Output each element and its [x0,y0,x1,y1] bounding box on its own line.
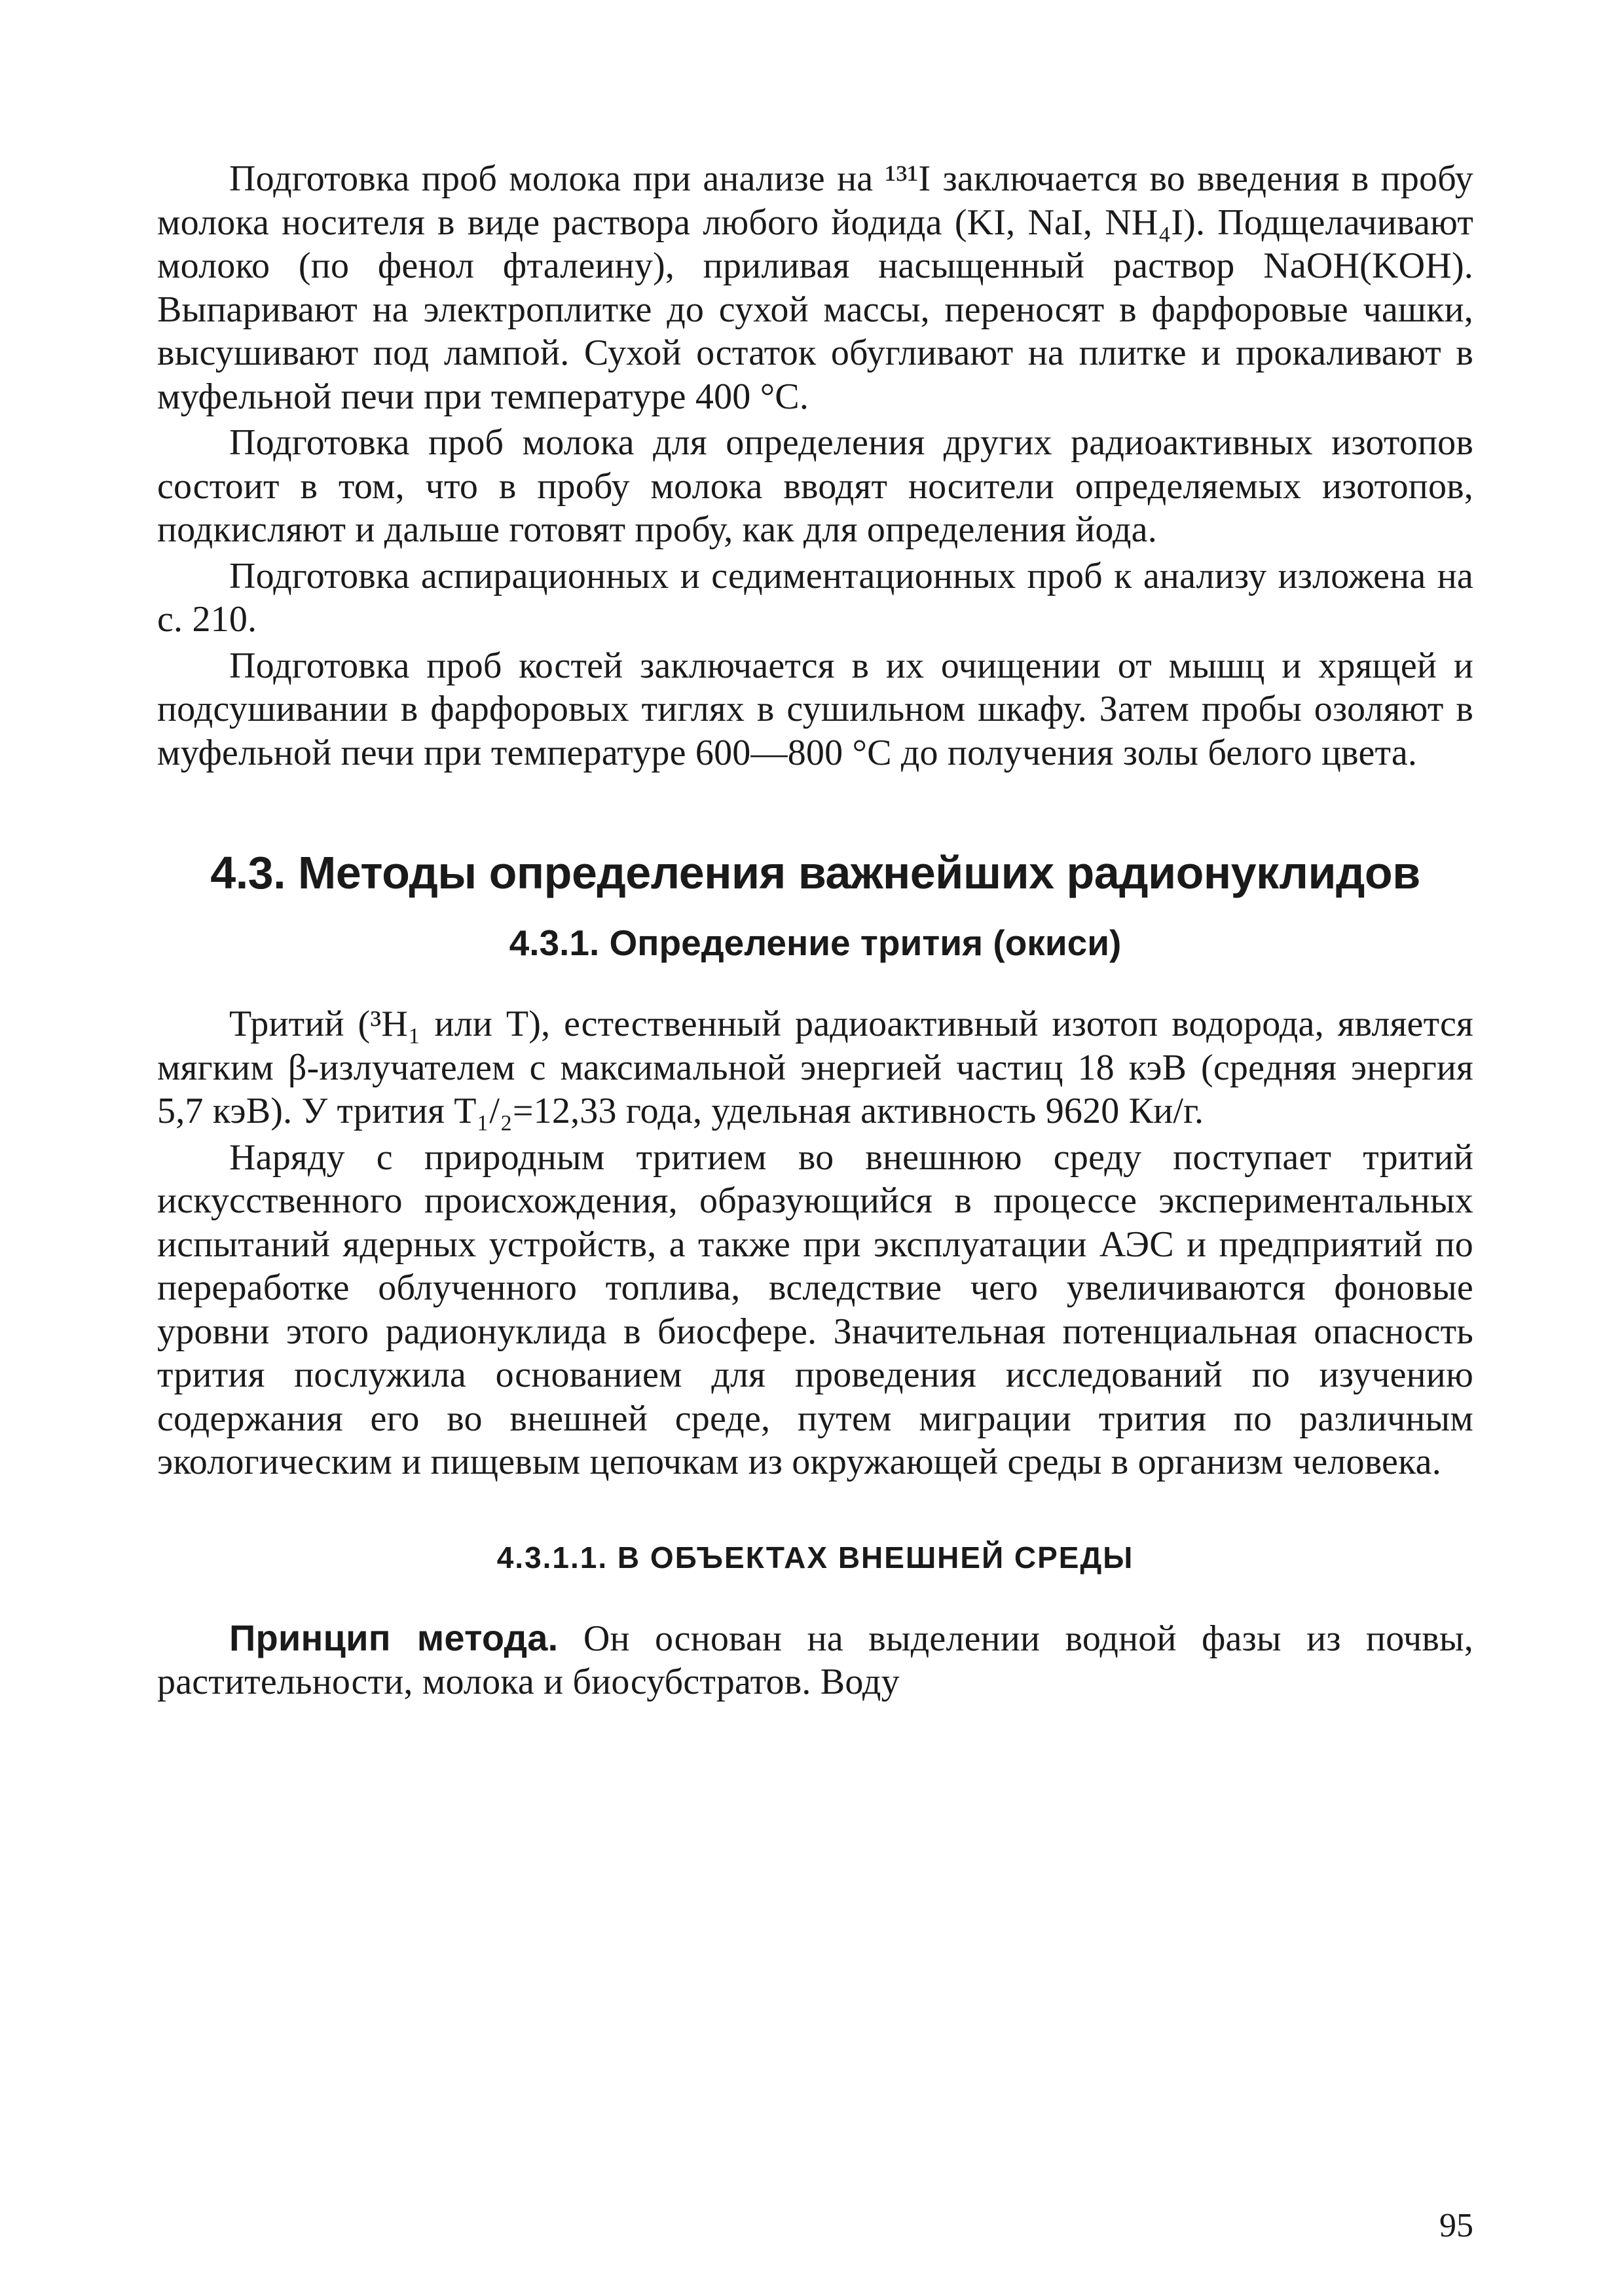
subsection-title: 4.3.1. Определение трития (окиси) [509,922,1122,963]
principle-text: Он основан на выделении водной фазы из почвы, растительности, молока и биосубстратов. Воду [157,1618,1474,1702]
principle-lead: Принцип метода. [229,1616,559,1658]
paragraph-tritium-definition: Тритий (³H₁ или T), естественный радиоактивный изотоп водорода, является мягким β-излучателем с максимальной энергией частиц 18 кэВ (средняя энергия 5,7 кэВ). У трития T₁/₂=12,33 года, удельная активность 9620 Ки/г. [157,1004,1473,1131]
section-title: 4.3. Методы определения важнейших радионуклидов [210,847,1420,898]
paragraph-bone-samples: Подготовка проб костей заключается в их очищении от мышц и хрящей и подсушивании в фарфоровых тиглях в сушильном шкафу. Затем пробы озоляют в муфельной печи при температуре 600—800 °С до получения золы белого цвета. [157,645,1473,773]
subsubsection-title: 4.3.1.1. В ОБЪЕКТАХ ВНЕШНЕЙ СРЕДЫ [496,1540,1134,1575]
paragraph-tritium-artificial: Наряду с природным тритием во внешнюю среду поступает тритий искусственного происхождения, образующийся в процессе экспериментальных испытаний ядерных устройств, а также при эксплуатации АЭС и предприятий по переработке облученного топлива, вследствие чего увеличиваются фоновые уровни этого радионуклида в биосфере. Значительная потенциальная опасность трития послужила основанием для проведения исследований по изучению содержания его во внешней среде, путем миграции трития по различным экологическим и пищевым цепочкам из окружающей среды в организм человека. [157,1137,1473,1482]
paragraph-aspiration-samples: Подготовка аспирационных и седиментационных проб к анализу изложена на с. 210. [157,555,1473,640]
paragraph-iodine-milk: Подготовка проб молока при анализе на ¹³¹I заключается во введения в пробу молока носителя в виде раствора любого йодида (KI, NaI, NH₄I). Подщелачивают молоко (по фенол фталеину), приливая насыщенный раствор NaOH(KOH). Выпаривают на электроплитке до сухой массы, переносят в фарфоровые чашки, высушивают под лампой. Сухой остаток обугливают на плитке и прокаливают в муфельной печи при температуре 400 °С. [157,158,1473,417]
paragraph-other-isotopes: Подготовка проб молока для определения других радиоактивных изотопов состоит в том, что в пробу молока вводят носители определяемых изотопов, подкисляют и дальше готовят пробу, как для определения йода. [157,422,1473,550]
book-page [157,157,1473,2252]
paragraph-method-principle [157,1616,1473,1704]
page-number: 95 [1439,2207,1473,2244]
